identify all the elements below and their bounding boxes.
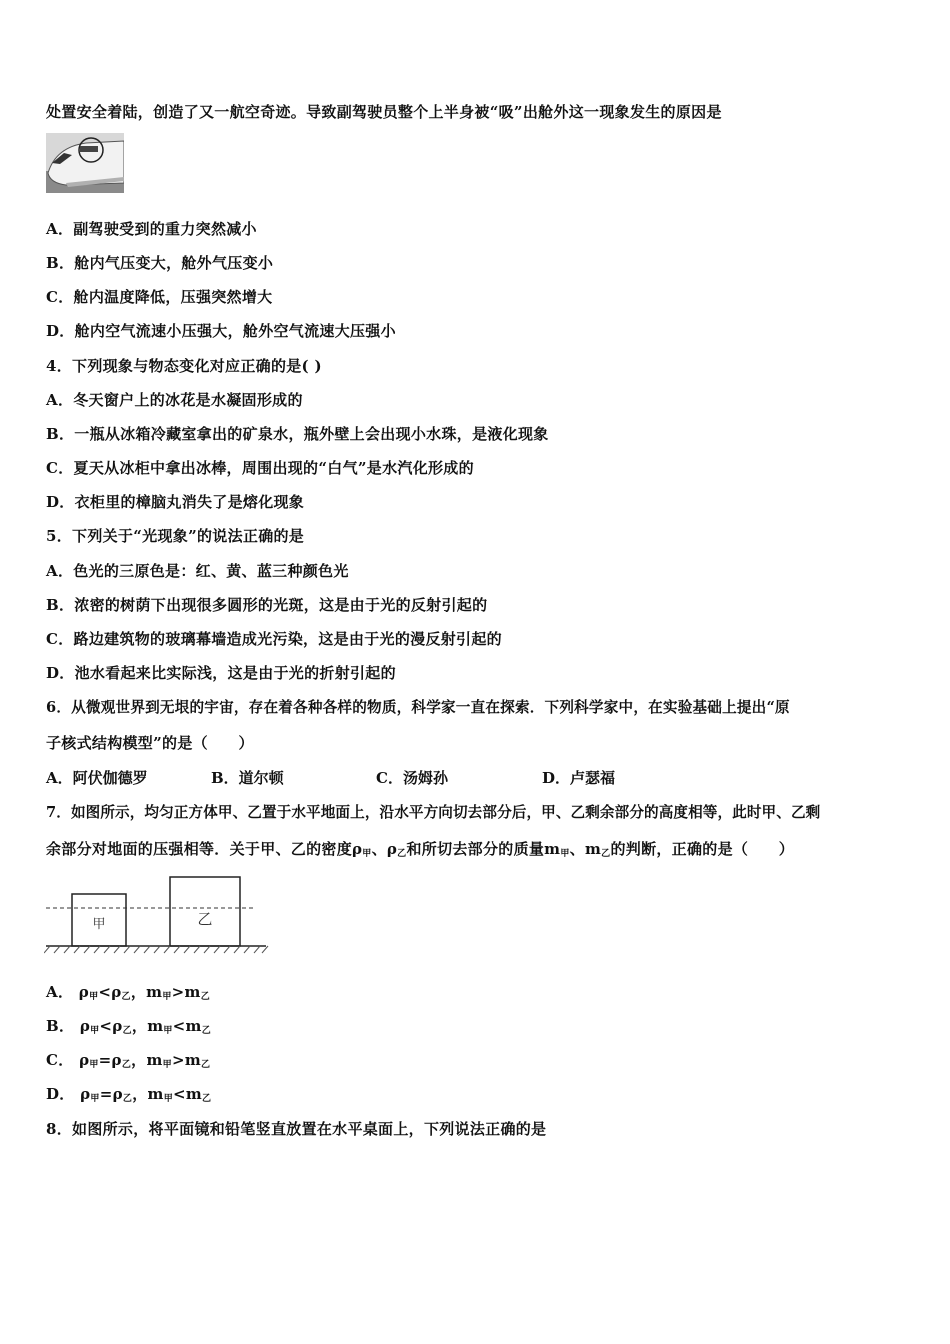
q3-option-b: B．舱内气压变大，舱外气压变小 xyxy=(46,254,274,272)
cube-label-yi: 乙 xyxy=(197,910,213,928)
q7-stem-part-a: 余部分对地面的压强相等．关于甲、乙的密度ρ xyxy=(46,840,363,858)
q6-stem-line2: 子核式结构模型”的是（ ） xyxy=(46,734,254,752)
q6-option-b: B．道尔顿 xyxy=(211,769,284,787)
q7-option-b: B． $\rho_甲<\rho_乙$，$m_甲<m_乙$ xyxy=(46,1017,212,1036)
q4-option-d: D．衣柜里的樟脑丸消失了是熔化现象 xyxy=(46,493,305,511)
q5-option-c: C．路边建筑物的玻璃幕墙造成光污染，这是由于光的漫反射引起的 xyxy=(46,630,502,648)
q7-sep: 、ρ xyxy=(371,840,398,858)
q6-option-c: C．汤姆孙 xyxy=(376,769,448,787)
q3-option-a: A．副驾驶受到的重力突然减小 xyxy=(46,220,257,238)
q7-stem-line1: 7．如图所示，均匀正方体甲、乙置于水平地面上，沿水平方向切去部分后，甲、乙剩余部分的高度相等，此时甲、乙剩 xyxy=(46,804,821,821)
q7-option-a: A． $\rho_甲<\rho_乙$，$m_甲>m_乙$ xyxy=(46,983,210,1002)
q5-option-a: A．色光的三原色是：红、黄、蓝三种颜色光 xyxy=(46,562,349,580)
rho-jia-sub: 甲 xyxy=(362,849,372,859)
q6-option-d: D．卢瑟福 xyxy=(542,769,616,787)
rho-yi-sub: 乙 xyxy=(397,849,407,859)
q7-stem-part-c: 、m xyxy=(569,840,602,858)
q8-stem: 8．如图所示，将平面镜和铅笔竖直放置在水平桌面上，下列说法正确的是 xyxy=(46,1120,547,1138)
q7-stem-part-b: 和所切去部分的质量m xyxy=(406,840,561,858)
q4-option-c: C．夏天从冰柜中拿出冰棒，周围出现的“白气”是水汽化形成的 xyxy=(46,459,474,477)
cubes-figure xyxy=(44,874,270,956)
q7-option-d: D． $\rho_甲=\rho_乙$，$m_甲<m_乙$ xyxy=(46,1085,212,1104)
q4-stem: 4．下列现象与物态变化对应正确的是( ) xyxy=(46,357,322,375)
cube-label-jia: 甲 xyxy=(92,917,106,932)
q7-stem-part-d: 的判断，正确的是（ ） xyxy=(610,840,795,858)
q6-stem-line1: 6．从微观世界到无垠的宇宙，存在着各种各样的物质，科学家一直在探索．下列科学家中，在实验基础上提出“原 xyxy=(46,699,790,716)
q4-option-a: A．冬天窗户上的冰花是水凝固形成的 xyxy=(46,391,303,409)
q5-option-d: D．池水看起来比实际浅，这是由于光的折射引起的 xyxy=(46,664,396,682)
m-yi-sub: 乙 xyxy=(601,849,611,859)
q6-option-a: A．阿伏伽德罗 xyxy=(46,769,148,787)
q5-option-b: B．浓密的树荫下出现很多圆形的光斑，这是由于光的反射引起的 xyxy=(46,596,488,614)
m-jia-sub: 甲 xyxy=(560,849,570,859)
intro-text: 处置安全着陆，创造了又一航空奇迹。导致副驾驶员整个上半身被“吸”出舱外这一现象发生的原因是 xyxy=(46,103,722,121)
q3-option-c: C．舱内温度降低，压强突然增大 xyxy=(46,288,273,306)
q5-stem: 5．下列关于“光现象”的说法正确的是 xyxy=(46,527,305,545)
q7-option-c: C． $\rho_甲=\rho_乙$，$m_甲>m_乙$ xyxy=(46,1051,211,1070)
q7-stem-line2 xyxy=(46,839,794,864)
q3-option-d: D．舱内空气流速小压强大，舱外空气流速大压强小 xyxy=(46,322,396,340)
airplane-photo xyxy=(46,133,124,193)
q4-option-b: B．一瓶从冰箱冷藏室拿出的矿泉水，瓶外壁上会出现小水珠，是液化现象 xyxy=(46,425,549,443)
